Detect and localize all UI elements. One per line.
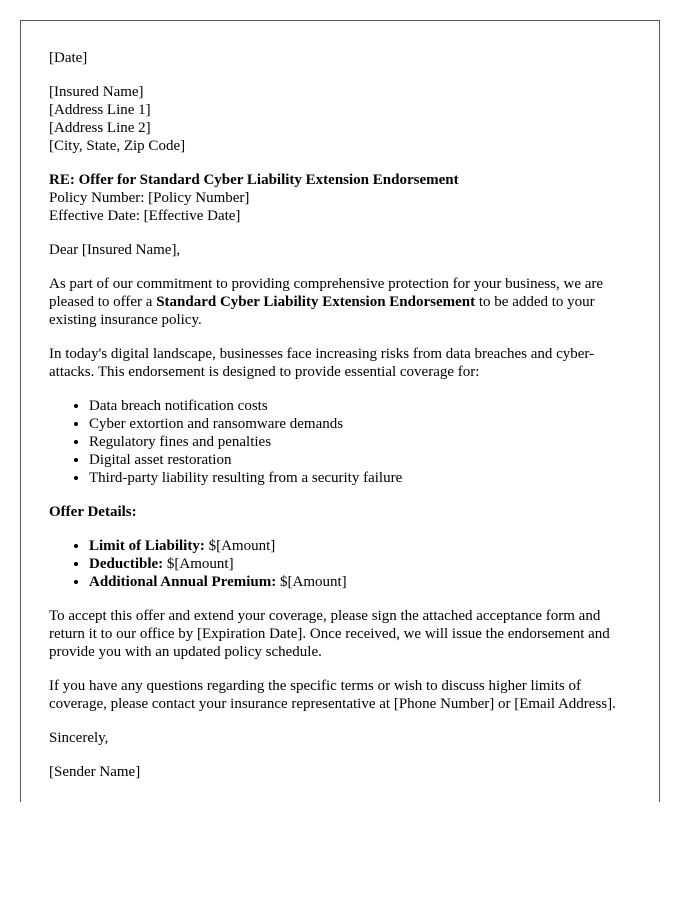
reference-block [49,171,639,225]
letter-page [20,20,660,802]
endorsement-name: Standard Cyber Liability Extension Endorsement [156,294,476,310]
coverage-item: • Cyber extortion and ransomware demands [89,415,639,433]
offer-details-list [49,537,639,591]
effective-date-line: Effective Date: [Effective Date] [49,208,241,224]
intro-paragraph [49,275,639,329]
offer-detail-item [89,537,639,555]
offer-detail-item [89,573,639,591]
recipient-address-line-1: [Address Line 1] [49,102,151,118]
offer-detail-label: Limit of Liability: [89,538,205,554]
date-line: [Date] [49,50,88,66]
offer-detail-label: Deductible: [89,556,164,572]
coverage-item: • Data breach notification costs [89,397,639,415]
subject-line: RE: Offer for Standard Cyber Liability Extension Endorsement [49,172,459,188]
coverage-item: • Digital asset restoration [89,451,639,469]
recipient-address-block [49,83,639,155]
coverage-item: • Regulatory fines and penalties [89,433,639,451]
coverage-list [49,397,639,487]
recipient-name: [Insured Name] [49,84,144,100]
salutation: Dear [Insured Name], [49,242,181,258]
offer-detail-label: Additional Annual Premium: [89,574,277,590]
acceptance-paragraph: To accept this offer and extend your coverage, please sign the attached acceptance form and return it to our office by [Expiration Date]. Once received, we will issue the endorsement and provide you with an updated policy schedule. [49,608,610,660]
offer-details-heading: Offer Details: [49,504,137,520]
policy-number-line: Policy Number: [Policy Number] [49,190,250,206]
offer-detail-value: $[Amount] [204,538,276,554]
offer-detail-item [89,555,639,573]
letter-body [49,49,639,797]
closing: Sincerely, [49,730,109,746]
risks-paragraph: In today's digital landscape, businesses face increasing risks from data breaches and cyber-attacks. This endorsement is designed to provide essential coverage for: [49,346,595,380]
sender-name: [Sender Name] [49,764,141,780]
coverage-item: • Third-party liability resulting from a security failure [89,469,639,487]
offer-detail-value: $[Amount] [276,574,347,590]
intro-text-start: As part of our commitment to providing comprehensive protection for your business, we are pleased to offer a [49,276,604,310]
questions-paragraph: If you have any questions regarding the specific terms or wish to discuss higher limits of coverage, please contact your insurance representative at [Phone Number] or [Email Address]. [49,678,616,712]
offer-detail-value: $[Amount] [163,556,234,572]
recipient-city-state-zip: [City, State, Zip Code] [49,138,186,154]
recipient-address-line-2: [Address Line 2] [49,120,151,136]
intro-text-end: to be added to your existing insurance policy. [49,294,595,328]
